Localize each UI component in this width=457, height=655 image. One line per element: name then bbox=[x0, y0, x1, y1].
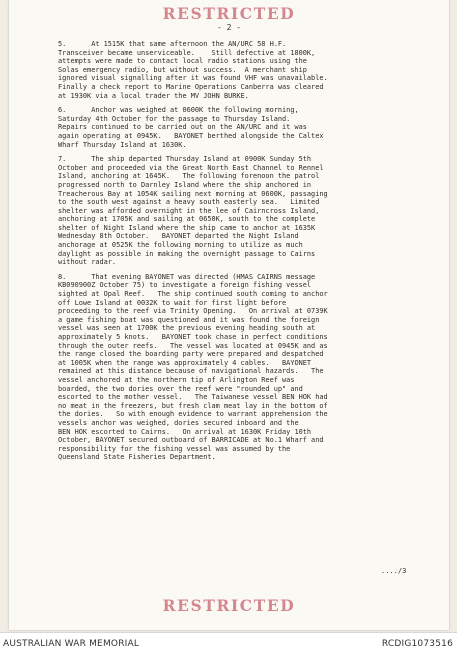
text-line: attempts were made to contact local radio stations using the bbox=[58, 57, 307, 66]
text-line: Transceiver became unserviceable. Still defective at 1800K, bbox=[58, 48, 316, 57]
text-line: through the outer reefs. The vessel was located at 0945K and as bbox=[58, 341, 328, 350]
paragraph-8 bbox=[58, 273, 424, 462]
text-line: the dories. So with enough evidence to warrant apprehension the bbox=[58, 410, 328, 419]
text-line: daylight as possible in making the overnight passage to Cairns bbox=[58, 249, 316, 258]
text-line: to the south west against a heavy south easterly sea. Limited bbox=[58, 198, 320, 207]
text-line: October and proceeded via the Great North East Channel to Rennel bbox=[58, 163, 324, 172]
text-line: 7. The ship departed Thursday Island at 0900K Sunday 5th bbox=[58, 155, 312, 164]
text-line: a game fishing boat was questioned and it was found the foreign bbox=[58, 315, 320, 324]
text-line: responsibility for the fishing vessel was assumed by the bbox=[58, 444, 291, 453]
text-line: Queensland State Fisheries Department. bbox=[58, 453, 216, 462]
text-line: Repairs continued to be carried out on the AN/URC and it was bbox=[58, 123, 307, 132]
text-line: vessel anchored at the northern tip of Arlington Reef was bbox=[58, 375, 295, 384]
text-line: at 1930K via a local trader the MV JOHN BURKE. bbox=[58, 91, 249, 100]
text-line: Treacherous Bay at 1054K sailing next morning at 0600K, passaging bbox=[58, 189, 328, 198]
restricted-stamp-top: RESTRICTED bbox=[162, 4, 296, 23]
text-line: at 1005K when the range was approximately 4 cables. BAYONET bbox=[58, 358, 312, 367]
text-line: escorted to the mother vessel. The Taiwanese vessel BEN HOK had bbox=[58, 393, 328, 402]
text-line: Island, anchoring at 1645K. The following forenoon the patrol bbox=[58, 172, 320, 181]
text-line: 5. At 1515K that same afternoon the AN/URC 58 H.F. bbox=[58, 40, 287, 48]
continuation-marker: ..../3 bbox=[381, 567, 407, 575]
text-line: Finally a check report to Marine Operations Canberra was cleared bbox=[58, 82, 324, 91]
text-line: shelter was afforded overnight in the lee of Cairncross Island, bbox=[58, 206, 320, 215]
text-line: no meat in the freezers, but fresh clam meat lay in the bottom of bbox=[58, 401, 328, 410]
text-line: remained at this distance because of navigational hazards. The bbox=[58, 367, 324, 376]
text-line: KB090900Z October 75) to investigate a foreign fishing vessel bbox=[58, 281, 312, 290]
text-line: without radar. bbox=[58, 258, 117, 267]
text-line: anchorage at 0525K the following morning to utilize as much bbox=[58, 241, 303, 250]
document-body bbox=[58, 40, 424, 468]
text-line: anchoring at 1705K and sailing at 0650K, south to the complete bbox=[58, 215, 316, 224]
page-number: - 2 - bbox=[216, 23, 242, 32]
text-line: the range closed the boarding party were prepared and despatched bbox=[58, 350, 324, 359]
text-line: Wharf Thursday Island at 1630K. bbox=[58, 140, 187, 149]
paragraph-5 bbox=[58, 40, 424, 100]
archive-footer bbox=[0, 632, 457, 655]
text-line: progressed north to Darnley Island where the ship anchored in bbox=[58, 180, 312, 189]
record-id: RCDIG1073516 bbox=[381, 639, 453, 649]
text-line: ignored visual signalling after it was found VHF was unavailable. bbox=[58, 74, 328, 83]
text-line: BEN HOK escorted to Cairns. On arrival at 1630K Friday 10th bbox=[58, 427, 312, 436]
restricted-stamp-bottom: RESTRICTED bbox=[162, 596, 296, 615]
text-line: proceeding to the reef via Trinity Opening. On arrival at 0739K bbox=[58, 307, 328, 316]
text-line: Saturday 4th October for the passage to Thursday Island. bbox=[58, 114, 291, 123]
text-line: Solas emergency radio, but without success. A merchant ship bbox=[58, 65, 307, 74]
text-line: boarded, the two dories over the reef were "rounded up" and bbox=[58, 384, 303, 393]
text-line: October, BAYONET secured outboard of BARRICADE at No.1 Wharf and bbox=[58, 436, 324, 445]
text-line: 8. That evening BAYONET was directed (HMAS CAIRNS message bbox=[58, 272, 316, 281]
text-line: again operating at 0945K. BAYONET berthed alongside the Caltex bbox=[58, 131, 324, 140]
text-line: vessels anchor was weighed, dories secured inboard and the bbox=[58, 418, 299, 427]
text-line: approximately 5 knots. BAYONET took chase in perfect conditions bbox=[58, 333, 328, 341]
text-line: sighted at Opal Reef. The ship continued south coming to anchor bbox=[58, 290, 328, 299]
paragraph-7 bbox=[58, 155, 424, 267]
text-line: vessel was seen at 1700K the previous evening heading south at bbox=[58, 324, 316, 333]
archive-name: AUSTRALIAN WAR MEMORIAL bbox=[3, 639, 140, 649]
text-line: Wednesday 8th October. BAYONET departed the Night Island bbox=[58, 232, 299, 241]
text-line: 6. Anchor was weighed at 0600K the following morning, bbox=[58, 106, 299, 115]
text-line: shelter of Night Island where the ship came to anchor at 1635K bbox=[58, 223, 316, 232]
text-line: off Lowe Island at 0032K to wait for first light before bbox=[58, 298, 287, 307]
document-page bbox=[9, 0, 449, 630]
paragraph-6 bbox=[58, 106, 424, 149]
